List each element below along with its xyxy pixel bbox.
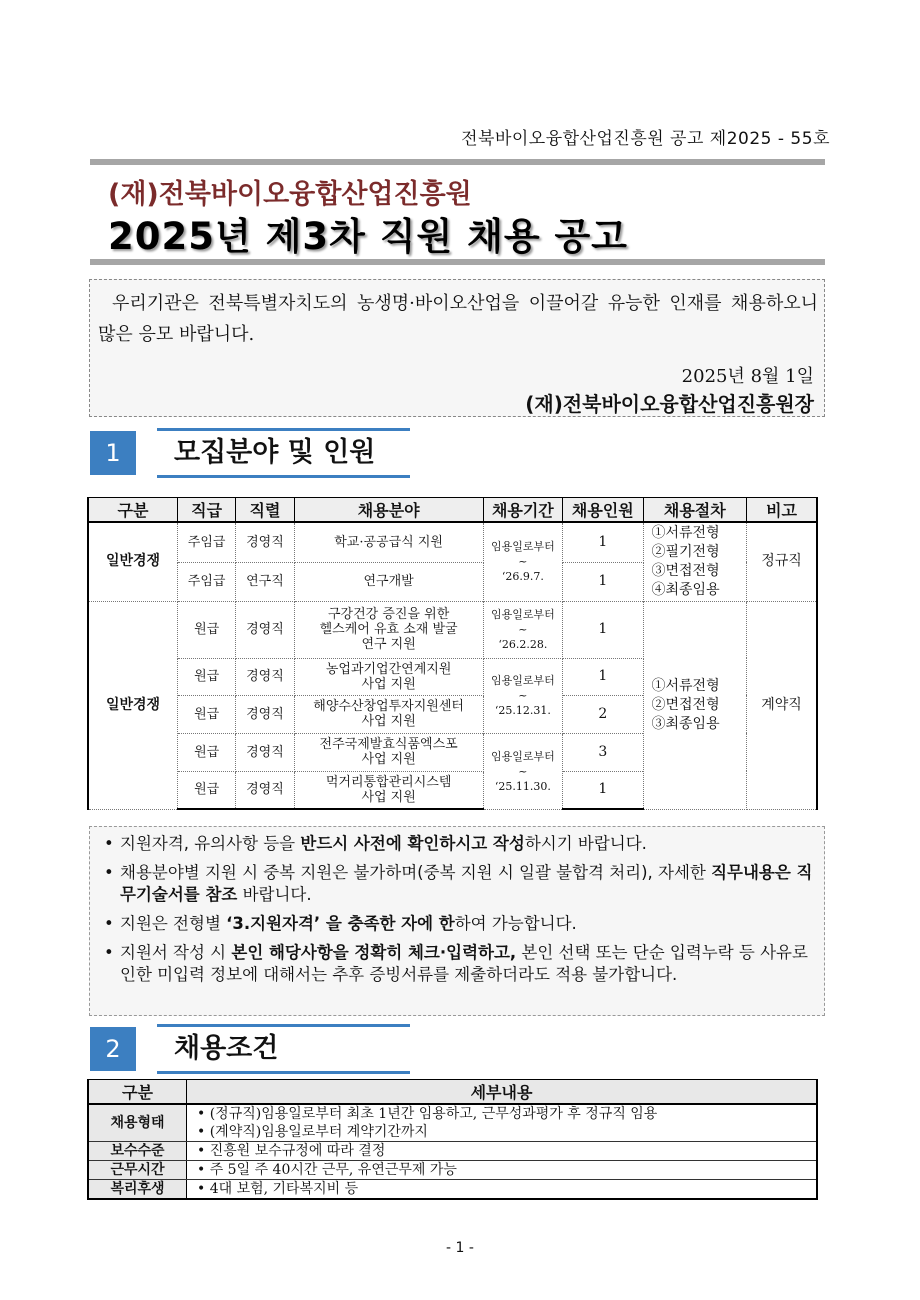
table-row <box>88 522 817 562</box>
grade-cell: 원급 <box>177 658 235 695</box>
note-text: 지원서 작성 시 <box>120 943 232 962</box>
series-cell: 경영직 <box>236 601 294 658</box>
series-cell: 경영직 <box>236 522 294 562</box>
grade-cell: 원급 <box>177 733 235 771</box>
condition-label: 채용형태 <box>88 1104 187 1142</box>
col-header: 채용기간 <box>483 498 562 523</box>
count-cell: 1 <box>563 522 643 562</box>
procedure-cell <box>643 522 747 601</box>
section-1-title: 모집분야 및 인원 <box>157 428 410 478</box>
period-cell <box>483 658 562 733</box>
col-header: 채용분야 <box>294 498 483 523</box>
note-item <box>102 862 814 906</box>
procedure-step: ②면접전형 <box>651 696 720 713</box>
count-cell: 1 <box>563 658 643 695</box>
table-row <box>88 601 817 658</box>
note-item <box>102 833 814 855</box>
section-2-title: 채용조건 <box>157 1024 410 1074</box>
conditions-table <box>87 1079 818 1200</box>
period-line: ‘25.11.30. <box>494 779 551 793</box>
note-item <box>102 913 814 935</box>
field-cell: 학교·공공급식 지원 <box>294 522 483 562</box>
page-number: - 1 - <box>446 1240 474 1256</box>
remark-cell: 계약직 <box>747 601 817 809</box>
note-emphasis: 직무내용은 직무기술서를 참조 <box>120 863 813 904</box>
table-row <box>88 1104 817 1142</box>
period-line: 임용일로부터 <box>490 608 555 621</box>
col-header: 채용절차 <box>643 498 747 523</box>
procedure-cell <box>643 601 747 809</box>
procedure-step: ①서류전형 <box>651 677 720 694</box>
field-line: 연구 지원 <box>361 637 416 652</box>
period-line: ‘26.9.7. <box>501 570 544 584</box>
field-line: 사업 지원 <box>361 676 416 692</box>
condition-detail: • 4대 보험, 기타복지비 등 <box>187 1180 818 1200</box>
intro-text: 우리기관은 전북특별자치도의 농생명·바이오산업을 이끌어갈 유능한 인재를 채용하오니 많은 응모 바랍니다. <box>98 293 818 345</box>
series-cell: 경영직 <box>236 733 294 771</box>
field-line: 사업 지원 <box>361 752 416 767</box>
period-cell <box>483 733 562 809</box>
notes-box <box>89 826 825 1016</box>
procedure-step: ④최종임용 <box>651 581 720 598</box>
table-header-row <box>88 498 817 523</box>
notice-number: 전북바이오융합산업진흥원 공고 제2025 - 55호 <box>461 129 830 149</box>
period-line: 임용일로부터 <box>490 674 555 687</box>
condition-detail: • 진흥원 보수규정에 따라 결정 <box>187 1142 818 1161</box>
period-line: ~ <box>518 764 528 778</box>
note-text: 하여 가능합니다. <box>454 914 577 933</box>
col-header: 비고 <box>747 498 817 523</box>
series-cell: 경영직 <box>236 771 294 809</box>
detail-line: • (정규직)임용일로부터 최초 1년간 임용하고, 근무성과평가 후 정규직 임용 <box>197 1106 658 1122</box>
procedure-step: ②필기전형 <box>651 543 720 560</box>
count-cell: 1 <box>563 601 643 658</box>
condition-label: 복리후생 <box>88 1180 187 1200</box>
detail-line: • (계약직)임용일로부터 계약기간까지 <box>197 1124 428 1140</box>
note-text: 본인 선택 또는 단순 입력누락 등 사유로 인한 미입력 정보에 대해서는 추후 증빙서류를 제출하더라도 적용 불가합니다. <box>120 943 808 984</box>
intro-signature: (재)전북바이오융합산업진흥원장 <box>525 392 814 416</box>
page-title: 2025년 제3차 직원 채용 공고 <box>108 215 628 258</box>
field-line: 사업 지원 <box>361 714 416 729</box>
period-line: 임용일로부터 <box>490 749 555 763</box>
grade-cell: 원급 <box>177 601 235 658</box>
col-header: 채용인원 <box>563 498 643 523</box>
col-header: 구분 <box>88 498 177 523</box>
note-emphasis: ‘3.지원자격’ 을 충족한 자에 한 <box>226 914 455 933</box>
condition-detail <box>187 1104 818 1142</box>
table-row <box>88 1180 817 1200</box>
condition-detail: • 주 5일 주 40시간 근무, 유연근무제 가능 <box>187 1161 818 1180</box>
count-cell: 1 <box>563 771 643 809</box>
recruitment-table <box>87 497 818 810</box>
field-line: 먹거리통합관리시스템 <box>325 774 452 790</box>
field-line: 해양수산창업투자지원센터 <box>313 699 464 714</box>
header-divider-top <box>90 159 825 165</box>
field-cell <box>294 695 483 733</box>
period-cell <box>483 601 562 658</box>
field-line: 농업과기업간연계지원 <box>325 661 452 677</box>
table-header-row <box>88 1080 817 1105</box>
field-cell: 연구개발 <box>294 562 483 601</box>
field-cell <box>294 658 483 695</box>
col-header: 직렬 <box>236 498 294 523</box>
count-cell: 3 <box>563 733 643 771</box>
organization-name: (재)전북바이오융합산업진흥원 <box>108 179 472 210</box>
count-cell: 2 <box>563 695 643 733</box>
series-cell: 경영직 <box>236 695 294 733</box>
field-cell <box>294 733 483 771</box>
field-line: 헬스케어 유효 소재 발굴 <box>319 622 458 637</box>
period-line: ~ <box>518 689 528 702</box>
grade-cell: 주임급 <box>177 562 235 601</box>
note-text: 채용분야별 지원 시 중복 지원은 불가하며(중복 지원 시 일괄 불합격 처리), 자세한 <box>120 863 712 882</box>
condition-label: 보수수준 <box>88 1142 187 1161</box>
field-cell <box>294 601 483 658</box>
count-cell: 1 <box>563 562 643 601</box>
note-text: 지원자격, 유의사항 등을 <box>120 834 301 853</box>
intro-date: 2025년 8월 1일 <box>681 366 814 387</box>
remark-cell: 정규직 <box>747 522 817 601</box>
table-row <box>88 1161 817 1180</box>
intro-box <box>89 279 825 417</box>
section-2-number: 2 <box>90 1027 136 1071</box>
note-item <box>102 942 814 986</box>
note-emphasis: 본인 해당사항을 정확히 체크·입력하고, <box>231 943 517 962</box>
period-line: ‘26.2.28. <box>498 638 548 651</box>
note-text: 지원은 전형별 <box>120 914 227 933</box>
notes-list <box>90 827 824 986</box>
field-line: 구강건강 증진을 위한 <box>327 607 450 622</box>
field-line: 전주국제발효식품엑스포 <box>319 737 458 752</box>
period-line: ~ <box>518 623 528 636</box>
section-1-number: 1 <box>90 431 136 475</box>
procedure-step: ③최종임용 <box>651 715 720 732</box>
period-line: 임용일로부터 <box>490 540 555 554</box>
grade-cell: 원급 <box>177 695 235 733</box>
note-text: 바랍니다. <box>237 885 312 904</box>
period-line: ‘25.12.31. <box>494 704 551 717</box>
table-row <box>88 1142 817 1161</box>
field-line: 사업 지원 <box>361 789 416 805</box>
grade-cell: 원급 <box>177 771 235 809</box>
procedure-step: ③면접전형 <box>651 562 720 579</box>
grade-cell: 주임급 <box>177 522 235 562</box>
period-line: ~ <box>518 555 528 569</box>
category-cell: 일반경쟁 <box>88 601 177 809</box>
category-cell: 일반경쟁 <box>88 522 177 601</box>
note-text: 하시기 바랍니다. <box>524 834 647 853</box>
col-header: 직급 <box>177 498 235 523</box>
period-cell <box>483 522 562 601</box>
note-emphasis: 반드시 사전에 확인하시고 작성 <box>300 834 525 853</box>
condition-label: 근무시간 <box>88 1161 187 1180</box>
field-cell <box>294 771 483 809</box>
series-cell: 경영직 <box>236 658 294 695</box>
procedure-step: ①서류전형 <box>651 524 720 541</box>
col-header: 세부내용 <box>187 1080 818 1105</box>
series-cell: 연구직 <box>236 562 294 601</box>
header-divider-bottom <box>90 259 825 265</box>
col-header: 구분 <box>88 1080 187 1105</box>
